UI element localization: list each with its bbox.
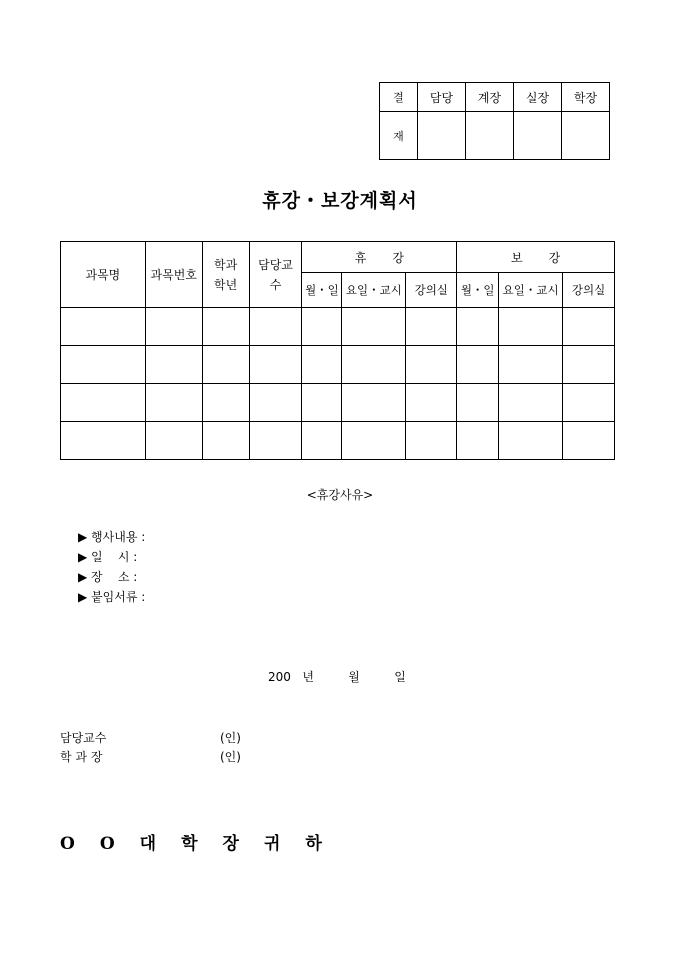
table-cell[interactable] — [202, 384, 249, 422]
table-cell[interactable] — [145, 308, 202, 346]
approval-header-director: 실장 — [514, 83, 562, 112]
details-list — [78, 527, 145, 607]
table-cell[interactable] — [342, 308, 406, 346]
header-dept-year: 학과 학년 — [202, 242, 249, 308]
approval-header-dean: 학장 — [562, 83, 610, 112]
approval-header-section-chief: 계장 — [466, 83, 514, 112]
table-cell[interactable] — [249, 384, 302, 422]
table-cell[interactable] — [457, 422, 499, 460]
table-row — [61, 422, 615, 460]
detail-attachments: ▶ 붙임서류 : — [78, 590, 146, 604]
subheader-cancel-day-period: 요일・교시 — [342, 273, 406, 308]
approval-side-label-top: 결 — [380, 83, 418, 112]
table-cell[interactable] — [457, 384, 499, 422]
date-line: 200 년 월 일 — [268, 670, 406, 684]
table-cell[interactable] — [302, 422, 342, 460]
table-cell[interactable] — [249, 422, 302, 460]
signer-row — [60, 729, 241, 748]
subheader-cancel-date: 월・일 — [302, 273, 342, 308]
table-row — [61, 308, 615, 346]
header-course-name: 과목명 — [61, 242, 146, 308]
approval-sign-director[interactable] — [514, 112, 562, 160]
approval-header-staff: 담당 — [418, 83, 466, 112]
table-cell[interactable] — [302, 384, 342, 422]
table-cell[interactable] — [61, 346, 146, 384]
table-cell[interactable] — [563, 346, 615, 384]
table-cell[interactable] — [145, 422, 202, 460]
subheader-cancel-room: 강의실 — [406, 273, 457, 308]
addressee-char: 하 — [305, 834, 324, 854]
signer-seal-professor: (인) — [220, 731, 241, 745]
table-cell[interactable] — [302, 308, 342, 346]
addressee-char: 장 — [222, 834, 241, 854]
header-cancellation-label: 휴강 — [354, 250, 430, 265]
signers — [60, 729, 241, 767]
approval-side-label-bottom: 재 — [380, 112, 418, 160]
signer-seal-dept-head: (인) — [220, 750, 241, 764]
detail-location: ▶ 장 소 : — [78, 570, 138, 584]
detail-date-time: ▶ 일 시 : — [78, 550, 138, 564]
addressee — [60, 829, 347, 854]
approval-sign-staff[interactable] — [418, 112, 466, 160]
subheader-makeup-room: 강의실 — [563, 273, 615, 308]
table-cell[interactable] — [202, 422, 249, 460]
signer-label-professor: 담당교수 — [60, 731, 107, 745]
approval-sign-dean[interactable] — [562, 112, 610, 160]
table-cell[interactable] — [202, 308, 249, 346]
table-cell[interactable] — [457, 308, 499, 346]
table-cell[interactable] — [457, 346, 499, 384]
addressee-char: O — [60, 834, 77, 854]
table-cell[interactable] — [406, 308, 457, 346]
table-cell[interactable] — [342, 346, 406, 384]
table-cell[interactable] — [406, 422, 457, 460]
addressee-char: 대 — [139, 834, 159, 854]
table-cell[interactable] — [342, 384, 406, 422]
table-cell[interactable] — [406, 384, 457, 422]
header-cancellation — [302, 242, 457, 273]
table-cell[interactable] — [499, 346, 563, 384]
header-professor: 담당교 수 — [249, 242, 302, 308]
reason-section-title: <휴강사유> — [306, 488, 374, 502]
approval-box — [379, 82, 610, 160]
table-cell[interactable] — [145, 384, 202, 422]
table-cell[interactable] — [499, 384, 563, 422]
plan-table — [60, 241, 615, 460]
table-cell[interactable] — [499, 308, 563, 346]
table-cell[interactable] — [249, 308, 302, 346]
table-cell[interactable] — [406, 346, 457, 384]
subheader-makeup-day-period: 요일・교시 — [499, 273, 563, 308]
table-cell[interactable] — [61, 384, 146, 422]
table-cell[interactable] — [563, 422, 615, 460]
table-cell[interactable] — [249, 346, 302, 384]
table-cell[interactable] — [342, 422, 406, 460]
addressee-char: 귀 — [263, 834, 283, 854]
table-cell[interactable] — [145, 346, 202, 384]
table-row — [61, 384, 615, 422]
addressee-char: 학 — [181, 834, 200, 854]
header-course-number: 과목번호 — [145, 242, 202, 308]
signer-row — [60, 748, 241, 767]
table-cell[interactable] — [563, 308, 615, 346]
table-cell[interactable] — [563, 384, 615, 422]
addressee-char: O — [99, 834, 117, 854]
table-cell[interactable] — [302, 346, 342, 384]
document-title: 휴강・보강계획서 — [262, 190, 418, 212]
table-row — [61, 346, 615, 384]
table-cell[interactable] — [202, 346, 249, 384]
table-cell[interactable] — [61, 308, 146, 346]
table-cell[interactable] — [61, 422, 146, 460]
header-makeup-label: 보강 — [511, 250, 587, 265]
table-cell[interactable] — [499, 422, 563, 460]
approval-sign-section-chief[interactable] — [466, 112, 514, 160]
header-makeup — [457, 242, 615, 273]
signer-label-dept-head: 학 과 장 — [60, 750, 103, 764]
detail-event-content: ▶ 행사내용 : — [78, 530, 146, 544]
subheader-makeup-date: 월・일 — [457, 273, 499, 308]
